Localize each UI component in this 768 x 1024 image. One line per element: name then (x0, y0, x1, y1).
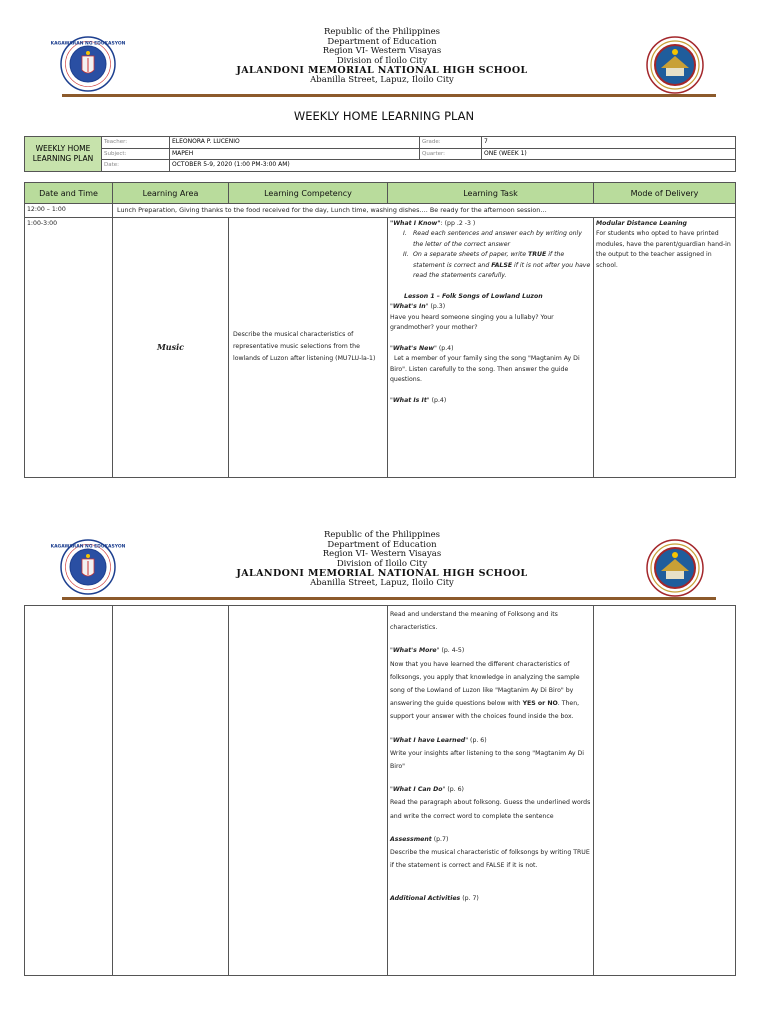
header-address: Abanilla Street, Lapuz, Iloilo City (310, 577, 454, 588)
column-header-mode-of-delivery: Mode of Delivery (594, 183, 736, 204)
task-item-2-text-c: if it is not after you have read the statements carefully. (413, 261, 591, 279)
what-i-can-do-text: Read the paragraph about folksong. Guess the underlined words and write the correct word to complete the sentence (390, 799, 591, 820)
date-value: OCTOBER 5-9, 2020 (1:00 PM-3:00 AM) (170, 160, 736, 172)
header-school-name: JALANDONI MEMORIAL NATIONAL HIGH SCHOOL (236, 568, 528, 580)
date-label: Date: (102, 160, 170, 172)
header-line-republic: Republic of the Philippines (323, 27, 441, 37)
learning-competency: Describe the musical characteristics of representative music selections from the lowlands of Luzon after listening (MU7LU-la-1) (229, 217, 388, 477)
whats-new-text: Let a member of your family sing the song "Magtanim Ay Di Biro". Listen carefully to the song. Then answer the guide questions. (390, 355, 580, 383)
additional-activities-label: Additional Activities (390, 895, 461, 903)
learning-competency-continued (229, 606, 388, 976)
what-i-know-pages: : (pp .2 -3 ) (440, 219, 476, 227)
learning-task: "What I Know": (pp .2 -3 ) I. Read each sentences and answer each by writing only the letter of the correct answer II. On a separate sheets of paper, write TRUE if the statement is correct and FALSE if it is not after you have read the statements carefully. Lesson 1 – Folk Songs of Lowland Luzon "What's In" (p.3) Have you heard someone singing you a lullaby? Your grandmother? your mother? "What's New" (p.4) Let a member of your family sing the song "Magtanim Ay Di Biro". Listen carefully to the song. Then answer the guide questions. "What Is It" (p.4) (388, 217, 594, 477)
header-school-name: JALANDONI MEMORIAL NATIONAL HIGH SCHOOL (236, 65, 528, 77)
task-item-2-text-b: if the statement is correct and (413, 251, 565, 269)
header-line-department: Department of Education (327, 36, 437, 47)
school-header-page-2 (48, 529, 716, 607)
quarter-label: Quarter: (420, 148, 482, 160)
assessment-pages: (p.7) (431, 835, 449, 843)
whlp-label: WEEKLY HOME LEARNING PLAN (25, 137, 102, 172)
school-seal-icon (646, 539, 704, 597)
task-item-2 (390, 250, 591, 282)
subject-label: Subject: (102, 148, 170, 160)
header-line-republic: Republic of the Philippines (323, 530, 441, 540)
teacher-value: ELEONORA P. LUCENIO (170, 137, 420, 149)
what-is-it-text: Read and understand the meaning of Folksong and its characteristics. (390, 611, 558, 632)
session-time: 1:00-3:00 (25, 217, 113, 477)
header-line-region: Region VI- Western Visayas (322, 46, 442, 57)
whats-more-text (390, 658, 591, 724)
what-is-it-pages: (p.4) (429, 396, 447, 404)
column-header-row (25, 183, 736, 204)
whats-more-pages: (p. 4-5) (439, 647, 465, 655)
whats-in-text: Have you heard someone singing you a lullaby? Your grandmother? your mother? (390, 313, 554, 331)
header-rule (62, 597, 716, 600)
mode-of-delivery-continued (594, 606, 736, 976)
what-i-have-learned-pages: (p. 6) (468, 736, 487, 744)
learning-area-continued (113, 606, 229, 976)
what-i-know-label: "What I Know" (390, 219, 441, 227)
what-is-it-label: What Is It (392, 396, 427, 404)
what-i-can-do-pages: (p. 6) (445, 786, 464, 794)
session-time-continued (25, 606, 113, 976)
lesson-title: Lesson 1 – Folk Songs of Lowland Luzon (404, 292, 543, 300)
music-row-continued (25, 606, 736, 976)
column-header-learning-competency: Learning Competency (229, 183, 388, 204)
quarter-value: ONE (WEEK 1) (482, 148, 736, 160)
learning-plan-table-continued (24, 605, 736, 976)
header-text (148, 531, 616, 589)
school-seal-icon (646, 36, 704, 94)
learning-plan-table (24, 182, 736, 478)
lunch-row (25, 204, 736, 218)
deped-seal-icon (50, 539, 126, 595)
header-text (148, 28, 616, 86)
assessment-text: Describe the musical characteristic of folksongs by writing TRUE if the statement is correct and FALSE if it is not. (390, 849, 590, 870)
what-i-have-learned-text: Write your insights after listening to the song "Magtanim Ay Di Biro" (390, 749, 584, 771)
teacher-label: Teacher: (102, 137, 170, 149)
mode-of-delivery (594, 217, 736, 477)
task-item-2-number: II. (403, 251, 409, 258)
whats-new-label: What's New (392, 344, 435, 352)
plan-info-table (24, 136, 736, 172)
plan-title: WEEKLY HOME LEARNING PLAN (293, 109, 475, 123)
deped-seal-icon (50, 36, 126, 92)
learning-task-continued: Read and understand the meaning of Folksong and its characteristics. "What's More" (p. 4-5) Now that you have learned the different characteristics of folksongs, you apply that knowledge in analyzing the sample song of the Lowland of Luzon like "Magtanim Ay Di Biro" by answering the guide questions below with YES or NO. Then, support your answer with the choices found inside the box. "What I have Learned" (p. 6) Write your insights after listening to the song "Magtanim Ay Di Biro" "What I Can Do" (p. 6) Read the paragraph about folksong. Guess the underlined words and write the correct word to complete the sentence Assessment (p.7) Describe the musical characteristic of folksongs by writing TRUE if the statement is correct and FALSE if it is not. Additional Activities (p. 7) (388, 606, 594, 976)
column-header-learning-area: Learning Area (113, 183, 229, 204)
header-line-division: Division of Iloilo City (336, 55, 428, 66)
mode-description: For students who opted to have printed modules, have the parent/guardian hand-in the output to the teacher assigned in school. (596, 230, 731, 269)
whats-in-pages: (p.3) (428, 303, 446, 310)
whats-more-text-b: . Then, support your answer with the choices found inside the box. (390, 700, 580, 721)
header-line-department: Department of Education (327, 539, 437, 550)
column-header-date-time: Date and Time (25, 183, 113, 204)
task-item-2-text-a: On a separate sheets of paper, write (413, 251, 528, 258)
mode-title: Modular Distance Leaning (596, 219, 687, 227)
task-item-1 (390, 229, 591, 250)
whats-more-text-a: Now that you have learned the different characteristics of folksongs, you apply that knowledge in analyzing the sample song of the Lowland of Luzon like "Magtanim Ay Di Biro" by answering the guide questions below with (390, 660, 580, 708)
task-item-1-number: I. (403, 230, 407, 237)
whats-new-pages: (p.4) (436, 344, 454, 352)
grade-label: Grade: (420, 137, 482, 149)
additional-activities-pages: (p. 7) (460, 895, 479, 903)
grade-value: 7 (482, 137, 736, 149)
column-header-learning-task: Learning Task (388, 183, 594, 204)
lunch-time: 12:00 – 1:00 (25, 204, 113, 218)
whats-more-label: What's More (392, 647, 437, 655)
assessment-label: Assessment (390, 835, 432, 843)
whats-in-label: What's In (392, 303, 426, 310)
school-header (48, 26, 716, 104)
header-line-region: Region VI- Western Visayas (322, 549, 442, 560)
header-line-division: Division of Iloilo City (336, 558, 428, 569)
lunch-description: Lunch Preparation, Giving thanks to the food received for the day, Lunch time, washing dishes…. Be ready for the afternoon session… (113, 204, 736, 218)
task-item-1-text: Read each sentences and answer each by writing only the letter of the correct answer (413, 230, 582, 248)
svg-text:KAGAWARAN NG EDUKASYON: KAGAWARAN NG EDUKASYON (50, 544, 126, 550)
header-address: Abanilla Street, Lapuz, Iloilo City (310, 74, 454, 85)
header-rule (62, 94, 716, 97)
true-keyword: TRUE (528, 251, 547, 258)
svg-text:KAGAWARAN NG EDUKASYON: KAGAWARAN NG EDUKASYON (50, 41, 126, 47)
false-keyword: FALSE (491, 261, 513, 269)
what-i-have-learned-label: What I have Learned (392, 736, 466, 744)
yes-or-no-keyword: YES or NO (522, 700, 558, 708)
music-row (25, 217, 736, 477)
learning-area: Music (113, 217, 229, 477)
subject-value: MAPEH (170, 148, 420, 160)
what-i-can-do-label: What I Can Do (392, 786, 443, 794)
task-item-2-text (408, 250, 591, 282)
